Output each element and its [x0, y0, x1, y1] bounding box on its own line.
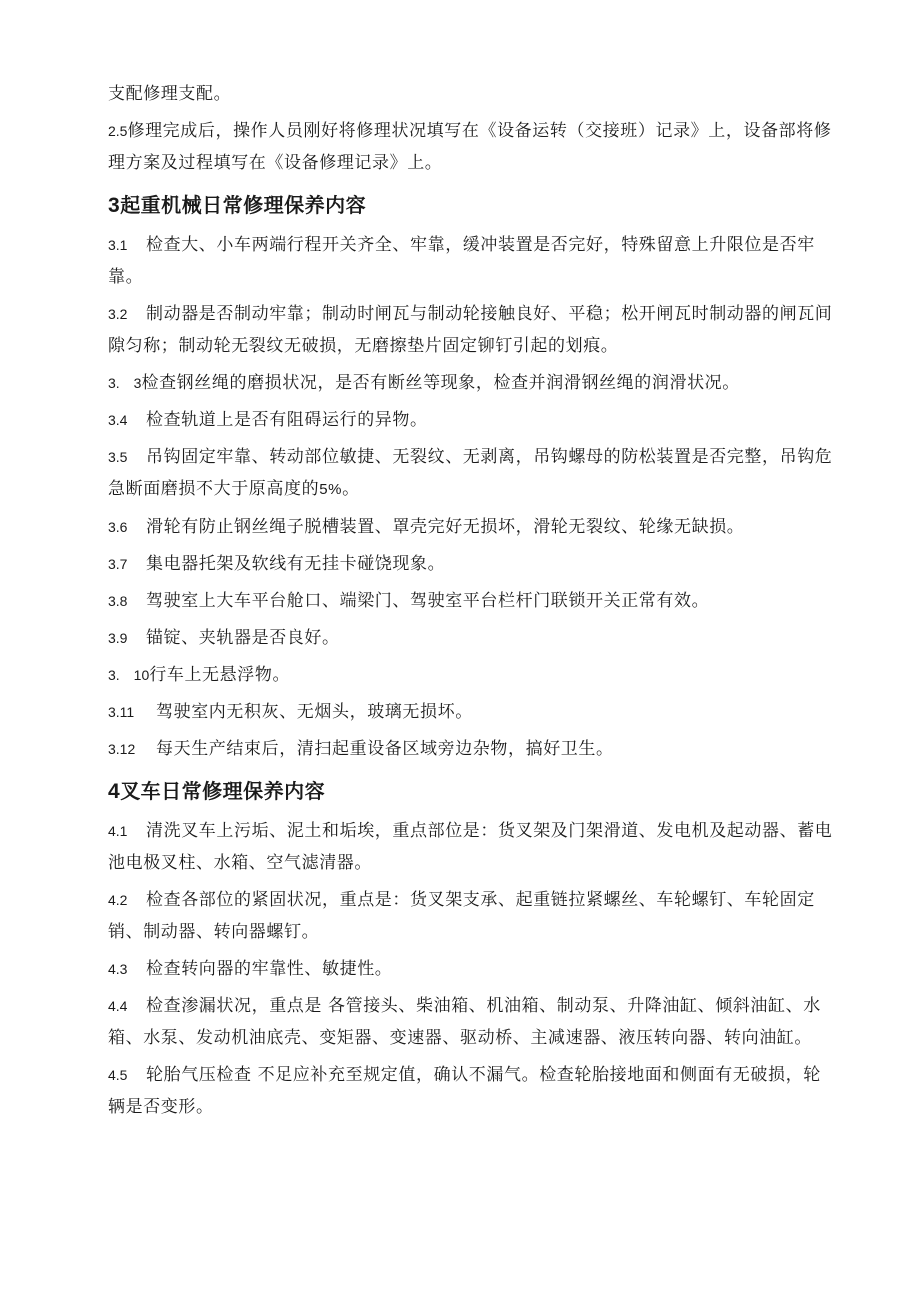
item-text: 检查转向器的牢靠性、敏捷性。	[146, 959, 393, 979]
list-item-4-4	[108, 990, 834, 1054]
item-number: 3. 10	[108, 667, 150, 683]
list-item-3-9	[108, 622, 834, 654]
section-title: 起重机械日常修理保养内容	[120, 195, 367, 217]
item-text: 检查大、小车两端行程开关齐全、牢靠，缓冲装置是否完好，特殊留意上升限位是否牢靠。	[108, 235, 815, 287]
item-text: 驾驶室上大车平台舱口、端梁门、驾驶室平台栏杆门联锁开关正常有效。	[146, 591, 710, 611]
list-item-3-5	[108, 441, 834, 506]
item-number: 3.9	[108, 630, 128, 646]
document-page	[108, 78, 834, 1128]
section-4-heading	[108, 777, 834, 807]
item-text: 检查轨道上是否有阻碍运行的异物。	[146, 410, 428, 430]
item-text: 吊钩固定牢靠、转动部位敏捷、无裂纹、无剥离，吊钩螺母的防松装置是否完整，吊钩危急断面磨损不大于原高度的	[108, 447, 833, 499]
list-item-3-12	[108, 733, 834, 765]
item-number: 3.4	[108, 412, 128, 428]
item-text: 集电器托架及软线有无挂卡碰饶现象。	[146, 554, 446, 574]
section-3-heading	[108, 191, 834, 221]
item-number: 3.7	[108, 556, 128, 572]
item-number: 3.12	[108, 741, 136, 757]
item-text: 检查渗漏状况，重点是 各管接头、柴油箱、机油箱、制动泵、升降油缸、倾斜油缸、水箱、水泵、发动机油底壳、变矩器、变速器、驱动桥、主减速器、液压转向器、转向油缸。	[108, 996, 821, 1048]
item-number: 3.8	[108, 593, 128, 609]
list-item-3-4	[108, 404, 834, 436]
section-title: 叉车日常修理保养内容	[120, 781, 326, 803]
list-item-3-10	[108, 659, 834, 691]
list-item-3-2	[108, 298, 834, 362]
item-end: 。	[342, 479, 360, 499]
list-item-3-8	[108, 585, 834, 617]
item-text: 轮胎气压检查 不足应补充至规定值，确认不漏气。检查轮胎接地面和侧面有无破损，轮辆是否变形。	[108, 1065, 821, 1117]
paragraph-2-5	[108, 115, 834, 179]
item-number: 3.2	[108, 306, 128, 322]
list-item-3-3	[108, 367, 834, 399]
item-text: 行车上无悬浮物。	[149, 665, 291, 685]
list-item-4-1	[108, 815, 834, 879]
item-text: 滑轮有防止钢丝绳子脱槽装置、罩壳完好无损坏，滑轮无裂纹、轮缘无缺损。	[146, 517, 745, 537]
item-number: 4.5	[108, 1067, 128, 1083]
item-text: 锚锭、夹轨器是否良好。	[146, 628, 340, 648]
list-item-4-2	[108, 884, 834, 948]
item-text: 每天生产结束后，清扫起重设备区域旁边杂物，搞好卫生。	[156, 739, 614, 759]
item-number: 4.2	[108, 892, 128, 908]
list-item-4-3	[108, 953, 834, 985]
section-number: 4	[108, 780, 121, 803]
item-text: 检查钢丝绳的磨损状况，是否有断丝等现象，检查并润滑钢丝绳的润滑状况。	[141, 373, 740, 393]
list-item-3-1	[108, 229, 834, 293]
item-text: 检查各部位的紧固状况，重点是：货叉架支承、起重链拉紧螺丝、车轮螺钉、车轮固定销、制动器、转向器螺钉。	[108, 890, 815, 942]
list-item-4-5	[108, 1059, 834, 1123]
item-text: 清洗叉车上污垢、泥土和垢埃，重点部位是：货叉架及门架滑道、发电机及起动器、蓄电池电极叉柱、水箱、空气滤清器。	[108, 821, 833, 873]
item-text: 修理完成后，操作人员刚好将修理状况填写在《设备运转（交接班）记录》上，设备部将修理方案及过程填写在《设备修理记录》上。	[108, 121, 832, 173]
paragraph-continuation: 支配修理支配。	[108, 84, 232, 104]
item-number: 3.1	[108, 237, 128, 253]
item-text: 驾驶室内无积灰、无烟头，玻璃无损坏。	[156, 702, 473, 722]
item-number: 4.3	[108, 961, 128, 977]
list-item-3-6	[108, 511, 834, 543]
item-number: 3.6	[108, 519, 128, 535]
item-number: 4.1	[108, 823, 128, 839]
item-number: 3.5	[108, 449, 128, 465]
item-number: 3. 3	[108, 375, 142, 391]
item-number: 2.5	[108, 123, 128, 139]
item-number: 4.4	[108, 998, 128, 1014]
list-item-3-7	[108, 548, 834, 580]
section-number: 3	[108, 194, 121, 217]
item-text: 制动器是否制动牢靠；制动时闸瓦与制动轮接触良好、平稳；松开闸瓦时制动器的闸瓦间隙匀称；制动轮无裂纹无破损，无磨擦垫片固定铆钉引起的划痕。	[108, 304, 833, 356]
list-item-3-11	[108, 696, 834, 728]
item-number: 3.11	[108, 704, 135, 720]
item-percentage: 5%	[319, 481, 343, 498]
